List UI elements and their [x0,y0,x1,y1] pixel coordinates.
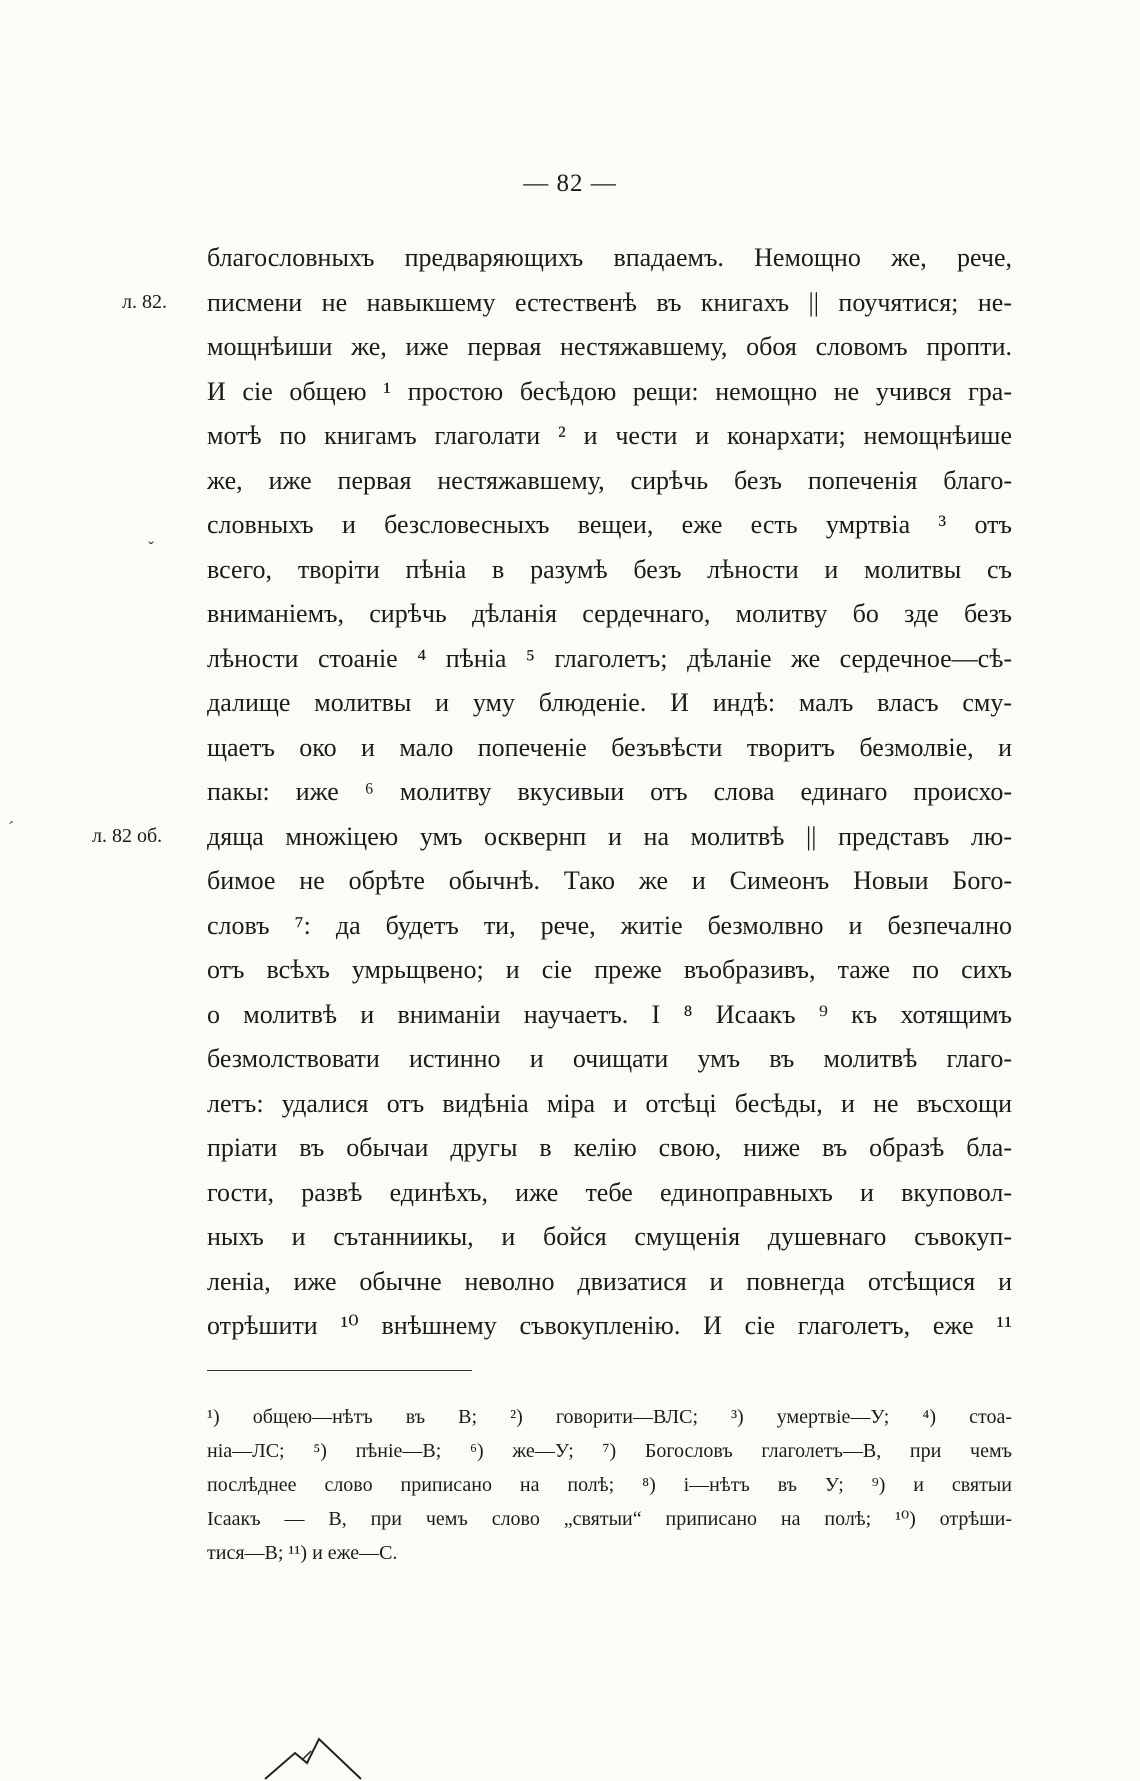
text-line: ныхъ и сътанниикы, и бойся смущенія душевнаго съвокуп- [207,1222,1012,1251]
text-line: отъ всѣхъ умрьщвено; и сіе преже въобразивъ, таже по сихъ [207,955,1012,984]
text-line: щаетъ око и мало попеченіе безъвѣсти творитъ безмолвіе, и [207,732,1012,762]
text-line: мощнѣиши же, иже первая нестяжавшему, обоя словомъ пропти. [207,332,1012,361]
text-line: леніа, иже обычне неволно двизатися и повнегда отсѣщися и [207,1266,1012,1296]
text-line: же, иже первая нестяжавшему, сирѣчь безъ попеченія благо- [207,465,1012,495]
text-line: безмолствовати истинно и очищати умъ въ молитвѣ глаго- [207,1044,1012,1073]
page-number: — 82 — [523,170,617,197]
text-line: словъ ⁷: да будетъ ти, рече, житіе безмолвно и безпечално [207,910,1012,940]
main-text-block [207,236,1012,1349]
text-line: словныхъ и безсловесныхъ вещеи, еже есть умртвіа ³ отъ [207,510,1012,539]
footnote-line: ніа—ЛС; ⁵) пѣніе—В; ⁶) же—У; ⁷) Богословъ глаголетъ—В, при чемъ [207,1440,1012,1462]
text-line: лѣности стоаніе ⁴ пѣніа ⁵ глаголетъ; дѣланіе же сердечное—сѣ- [207,643,1012,673]
text-line: дяща множіцею умъ осквернп и на молитвѣ || представъ лю- [207,821,1012,851]
text-line: вниманіемъ, сирѣчь дѣланія сердечнаго, молитву бо зде безъ [207,599,1012,628]
text-line: писмени не навыкшему естественѣ въ книгахъ || поучятися; не- [207,287,1012,317]
footnote-line: тися—В; ¹¹) и еже—С. [207,1542,398,1564]
text-line: летъ: удалися отъ видѣніа міра и отсѣці бесѣды, и не въсхощи [207,1088,1012,1118]
text-line: гости, развѣ единѣхъ, иже тебе единоправныхъ и вкуповол- [207,1177,1012,1207]
margin-note-folio-82: л. 82. [122,291,167,313]
text-line: бимое не обрѣте обычнѣ. Тако же и Симеонъ Новыи Бого- [207,866,1012,895]
ornament-icon [263,1733,363,1781]
text-line: о молитвѣ и вниманіи научаетъ. I ⁸ Исаакъ ⁹ къ хотящимъ [207,999,1012,1029]
footnote-line: послѣднее слово приписано на полѣ; ⁸) і—нѣтъ въ У; ⁹) и святыи [207,1474,1012,1496]
footnote-line: ¹) общею—нѣтъ въ В; ²) говорити—ВЛС; ³) умертвіе—У; ⁴) стоа- [207,1406,1012,1428]
footnote-separator [207,1370,472,1371]
margin-note-folio-82-verso: л. 82 об. [92,825,163,847]
text-line: пріати въ обычаи другы в келію свою, ниже въ образѣ бла- [207,1133,1012,1162]
text-line: благословныхъ предваряющихъ впадаемъ. Немощно же, рече, [207,243,1012,272]
margin-check-mark: ˇ [148,538,154,558]
text-line: мотѣ по книгамъ глаголати ² и чести и конархати; немощнѣише [207,421,1012,450]
text-line: далище молитвы и уму блюденіе. И индѣ: малъ власъ сму- [207,688,1012,717]
text-line: отрѣшити ¹⁰ внѣшнему съвокупленію. И сіе глаголетъ, еже ¹¹ [207,1311,1012,1340]
margin-tick-mark: ˊ [8,818,14,838]
footnote-line: Ісаакъ — В, при чемъ слово „святыи“ приписано на полѣ; ¹⁰) отрѣши- [207,1508,1012,1530]
footnotes-block [207,1400,1012,1570]
text-line: пакы: иже ⁶ молитву вкусивыи отъ слова единаго происхо- [207,777,1012,806]
text-line: всего, творіти пѣніа в разумѣ безъ лѣности и молитвы съ [207,554,1012,584]
text-line: И сіе общею ¹ простою бесѣдою рещи: немощно не учився гра- [207,376,1012,406]
